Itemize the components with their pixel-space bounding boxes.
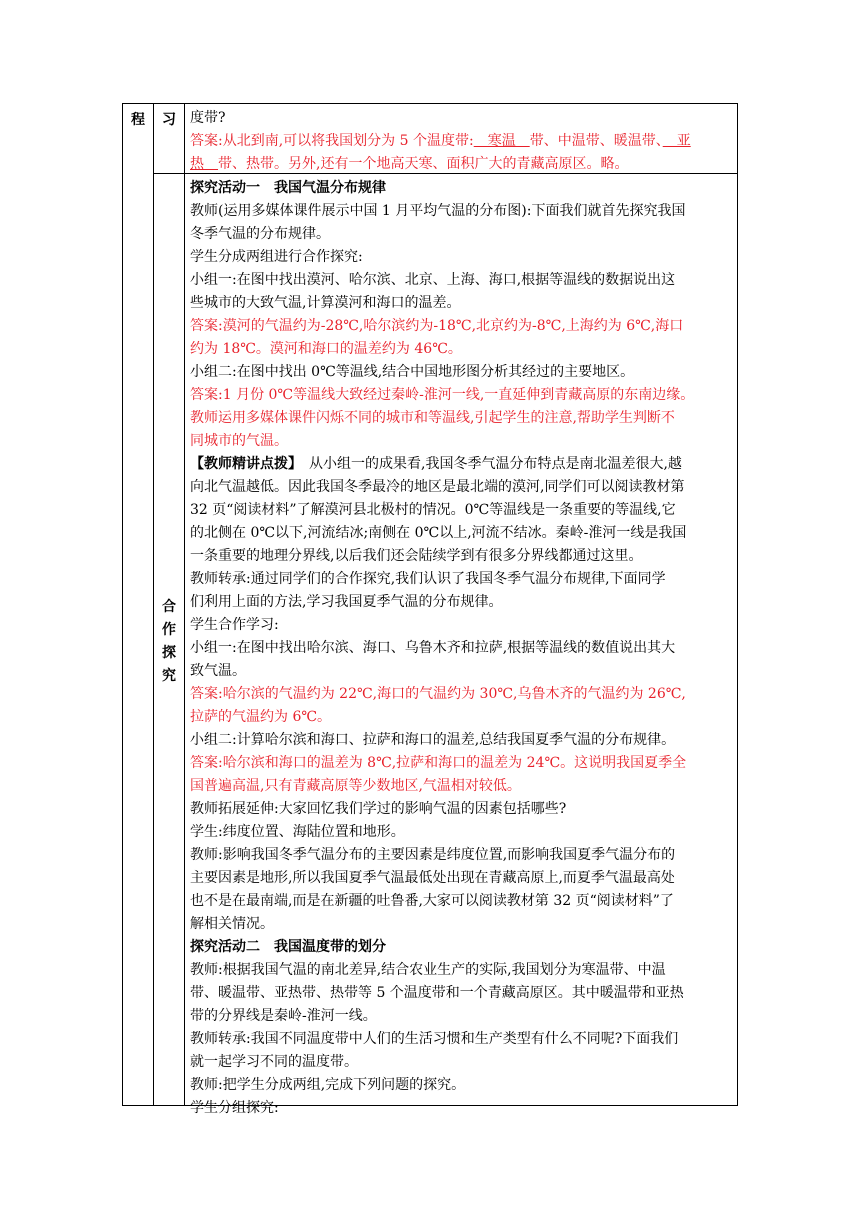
text-line: 国普遍高温,只有青藏高原等少数地区,气温相对较低。: [190, 778, 521, 794]
inquiry-content: [190, 177, 736, 1120]
text-line: 一条重要的地理分界线,以后我们还会陆续学到有很多分界线都通过这里。: [190, 548, 643, 564]
text-line: 32 页“阅读材料”了解漠河县北极村的情况。0℃等温线是一条重要的等温线,它: [190, 502, 676, 518]
column-divider-2: [184, 104, 185, 1105]
text-line: 度带?: [190, 110, 226, 126]
text-line: 小组一:在图中找出哈尔滨、海口、乌鲁木齐和拉萨,根据等温线的数值说出其大: [190, 640, 676, 656]
text-line: 解相关情况。: [190, 916, 274, 932]
text-line: 教师拓展延伸:大家回忆我们学过的影响气温的因素包括哪些?: [190, 801, 567, 817]
text-line: 就一起学习不同的温度带。: [190, 1054, 358, 1070]
text-line: 约为 18℃。漠河和海口的温差约为 46℃。: [190, 341, 462, 357]
text-line: 们利用上面的方法,学习我国夏季气温的分布规律。: [190, 594, 503, 610]
text-line: [190, 130, 736, 153]
text-line: 探究活动二 我国温度带的划分: [190, 939, 386, 955]
text-line: 探究活动一 我国气温分布规律: [190, 180, 386, 196]
answer-blank: 寒温: [473, 133, 530, 149]
text-segment: 带、中温带、暖温带、: [529, 133, 663, 149]
practice-label: 习: [162, 112, 176, 128]
text-line: 答案:1 月份 0℃等温线大致经过秦岭-淮河一线,一直延伸到青藏高原的东南边缘。: [190, 387, 695, 403]
text-line: 的北侧在 0℃以下,河流结冰;南侧在 0℃以上,河流不结冰。秦岭-淮河一线是我国: [190, 525, 687, 541]
text-line: 学生分成两组进行合作探究:: [190, 249, 363, 265]
text-line: [190, 453, 736, 476]
text-line: 答案:哈尔滨和海口的温差为 8℃,拉萨和海口的温差为 24℃。这说明我国夏季全: [190, 755, 687, 771]
text-line: 教师:影响我国冬季气温分布的主要因素是纬度位置,而影响我国夏季气温分布的: [190, 847, 676, 863]
text-line: 向北气温越低。因此我国冬季最冷的地区是最北端的漠河,同学们可以阅读教材第: [190, 479, 685, 495]
text-line: 教师:根据我国气温的南北差异,结合农业生产的实际,我国划分为寒温带、中温: [190, 962, 666, 978]
text-line: 教师(运用多媒体课件展示中国 1 月平均气温的分布图):下面我们就首先探究我国: [190, 203, 686, 219]
text-line: 学生分组探究:: [190, 1100, 279, 1116]
text-line: 冬季气温的分布规律。: [190, 226, 330, 242]
process-column-label: 程: [131, 112, 145, 128]
lesson-table: [122, 103, 738, 1116]
cooperative-inquiry-label: 合 作 探 究: [162, 599, 176, 684]
text-line: 教师运用多媒体课件闪烁不同的城市和等温线,引起学生的注意,帮助学生判断不: [190, 410, 675, 426]
text-line: 小组二:在图中找出 0℃等温线,结合中国地形图分析其经过的主要地区。: [190, 364, 635, 380]
text-line: 拉萨的气温约为 6℃。: [190, 709, 332, 725]
text-line: 带的分界线是秦岭-淮河一线。: [190, 1008, 377, 1024]
text-line: 学生:纬度位置、海陆位置和地形。: [190, 824, 405, 840]
text-segment: 【教师精讲点拨】: [190, 456, 295, 472]
text-line: 小组一:在图中找出漠河、哈尔滨、北京、上海、海口,根据等温线的数据说出这: [190, 272, 676, 288]
text-line: 带、暖温带、亚热带、热带等 5 个温度带和一个青藏高原区。其中暖温带和亚热: [190, 985, 684, 1001]
practice-content: [190, 107, 736, 176]
answer-blank: 亚: [662, 133, 691, 149]
text-line: 学生合作学习:: [190, 617, 279, 633]
text-line: 些城市的大致气温,计算漠河和海口的温差。: [190, 295, 461, 311]
text-line: 也不是在最南端,而是在新疆的吐鲁番,大家可以阅读教材第 32 页“阅读材料”了: [190, 893, 674, 909]
text-line: 主要因素是地形,所以我国夏季气温最低处出现在青藏高原上,而夏季气温最高处: [190, 870, 675, 886]
text-line: 同城市的气温。: [190, 433, 288, 449]
text-segment: 从小组一的成果看,我国冬季气温分布特点是南北温差很大,越: [295, 456, 682, 472]
text-line: 致气温。: [190, 663, 246, 679]
text-line: 答案:哈尔滨的气温约为 22℃,海口的气温约为 30℃,乌鲁木齐的气温约为 26℃,: [190, 686, 686, 702]
text-segment: 带、热带。另外,还有一个地高天寒、面积广大的青藏高原区。略。: [218, 156, 629, 172]
text-line: 答案:漠河的气温约为-28℃,哈尔滨约为-18℃,北京约为-8℃,上海约为 6℃,海口: [190, 318, 684, 334]
text-line: 教师:把学生分成两组,完成下列问题的探究。: [190, 1077, 466, 1093]
text-line: 教师转承:我国不同温度带中人们的生活习惯和生产类型有什么不同呢?下面我们: [190, 1031, 679, 1047]
text-line: 小组二:计算哈尔滨和海口、拉萨和海口的温差,总结我国夏季气温的分布规律。: [190, 732, 676, 748]
text-segment: 答案:从北到南,可以将我国划分为 5 个温度带:: [190, 133, 474, 149]
text-line: [190, 153, 736, 176]
text-line: 教师转承:通过同学们的合作探究,我们认识了我国冬季气温分布规律,下面同学: [190, 571, 666, 587]
answer-blank: 热: [190, 156, 218, 172]
